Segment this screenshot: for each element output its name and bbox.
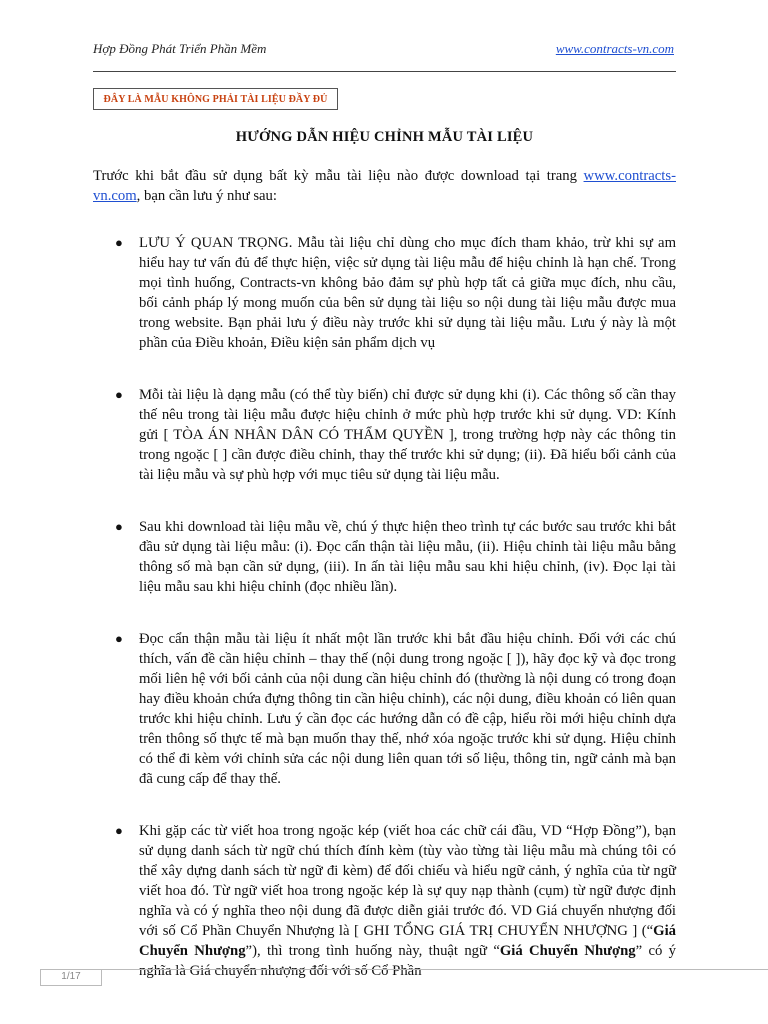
- page-title: HƯỚNG DẪN HIỆU CHỈNH MẪU TÀI LIỆU: [235, 129, 534, 145]
- bullet-icon: ●: [115, 631, 123, 646]
- header-title: Hợp Đồng Phát Triển Phần Mềm: [93, 41, 267, 56]
- guideline-list: [93, 233, 676, 981]
- list-item: [93, 517, 676, 597]
- intro-text-before: Trước khi bắt đầu sử dụng bất kỳ mẫu tài liệu nào được download tại trang: [93, 168, 584, 184]
- header-divider: [93, 71, 676, 72]
- footer-divider: [40, 969, 768, 970]
- list-item: [93, 233, 676, 353]
- list-item-text: Khi gặp các từ viết hoa trong ngoặc kép (viết hoa các chữ cái đầu, VD “Hợp Đồng”), bạn sử dụng danh sách từ ngữ chú thích đính kèm (tùy vào từng tài liệu mẫu mà chúng tôi có thể xây dựng danh sách từ ngữ đi kèm) để đối chiếu và hiểu ngữ cảnh, ý nghĩa của từ ngữ viết hoa đó. Từ ngữ viết hoa trong ngoặc kép là sự quy nạp thành (cụm) từ ngữ được định nghĩa và có ý nghĩa theo nội dung đã được diễn giải trước đó. VD Giá chuyển nhượng đối với số Cổ Phần Chuyển Nhượng là [ GHI TỔNG GIÁ TRỊ CHUYỂN NHƯỢNG ] (“: [139, 823, 676, 939]
- list-item-text: Mỗi tài liệu là dạng mẫu (có thể tùy biến) chỉ được sử dụng khi (i). Các thông số cần thay thế nêu trong tài liệu mẫu được hiệu chỉnh ở mức phù hợp trước khi sử dụng. VD: Kính gửi [ TÒA ÁN NHÂN DÂN CÓ THẨM QUYỀN ], trong trường hợp này các thông tin trong ngoặc [ ] cần được điều chỉnh, thay thế trước khi sử dụng; (ii). Đã hiểu bối cảnh của tài liệu mẫu và sự phù hợp với mục tiêu sử dụng tài liệu mẫu.: [139, 387, 676, 483]
- bullet-icon: ●: [115, 823, 123, 838]
- page-number: 1/17: [40, 969, 102, 986]
- header-website-link[interactable]: www.contracts-vn.com: [555, 41, 674, 56]
- bullet-icon: ●: [115, 387, 123, 402]
- list-item-text: Sau khi download tài liệu mẫu về, chú ý thực hiện theo trình tự các bước sau trước khi bắt đầu sử dụng tài liệu mẫu: (i). Đọc cẩn thận tài liệu mẫu, (ii). Hiệu chỉnh tài liệu mẫu bằng thông số mà bạn cần sử dụng, (iii). In ấn tài liệu mẫu sau khi hiệu chỉnh, (iv). Đọc lại tài liệu mẫu sau khi hiệu chỉnh (đọc nhiều lần).: [139, 519, 676, 595]
- bold-term: Giá Chuyển Nhượng: [499, 943, 636, 959]
- sample-notice-box: [93, 88, 338, 110]
- intro-website-link[interactable]: www.contracts-vn.com: [93, 168, 676, 204]
- list-item: [93, 629, 676, 789]
- list-item-text: ”), thì trong tình huống này, thuật ngữ “: [245, 943, 500, 959]
- bullet-icon: ●: [115, 235, 123, 250]
- intro-paragraph: [93, 166, 676, 206]
- sample-notice-label: ĐÂY LÀ MẪU KHÔNG PHẢI TÀI LIỆU ĐẦY ĐỦ: [103, 93, 328, 105]
- document-body: [93, 166, 676, 1013]
- bold-term: Giá Chuyển Nhượng: [139, 923, 676, 959]
- intro-text-after: , bạn cần lưu ý như sau:: [136, 188, 277, 204]
- list-item: [93, 821, 676, 981]
- list-item-text: LƯU Ý QUAN TRỌNG. Mẫu tài liệu chỉ dùng cho mục đích tham khảo, trừ khi sự am hiểu hay tư vấn đủ để thực hiện, việc sử dụng tài liệu mẫu để hiệu chỉnh là hạn chế. Trong mọi tình huống, Contracts-vn không bảo đảm sự phù hợp tất cả giữa mục đích, nhu cầu, bối cảnh pháp lý mong muốn của bên sử dụng tài liệu so nội dung tài liệu mẫu được mua trong website. Bạn phải lưu ý điều này trước khi sử dụng tài liệu mẫu. Lưu ý này là một phần của Điều khoản, Điều kiện sản phẩm dịch vụ: [139, 235, 676, 351]
- list-item: [93, 385, 676, 485]
- list-item-text: ” có ý nghĩa là Giá chuyển nhượng đối với số Cổ Phần: [139, 943, 676, 979]
- list-item-text: Đọc cẩn thận mẫu tài liệu ít nhất một lần trước khi bắt đầu hiệu chỉnh. Đối với các chú thích, vấn đề cần hiệu chỉnh – thay thế (nội dung trong ngoặc [ ]), hãy đọc kỹ và đọc trong mối liên hệ với bối cảnh của nội dung cần hiệu chỉnh đó (thường là nội dung có trong đoạn hay điều khoản chứa đựng thông tin cần hiệu chỉnh), các nội dung, điều khoản có liên quan trước khi hiệu chỉnh. Lưu ý cần đọc các hướng dẫn có đề cập, hiểu rồi mới hiệu chỉnh dựa trên thông số thực tế mà bạn muốn thay thế, nhớ xóa ngoặc trước khi sử dụng. Hiệu chỉnh có thể đi kèm với chỉnh sửa các nội dung liên quan tới số liệu, thông tin, ngữ cảnh mà bạn đã cung cấp để thay thế.: [139, 631, 676, 787]
- bullet-icon: ●: [115, 519, 123, 534]
